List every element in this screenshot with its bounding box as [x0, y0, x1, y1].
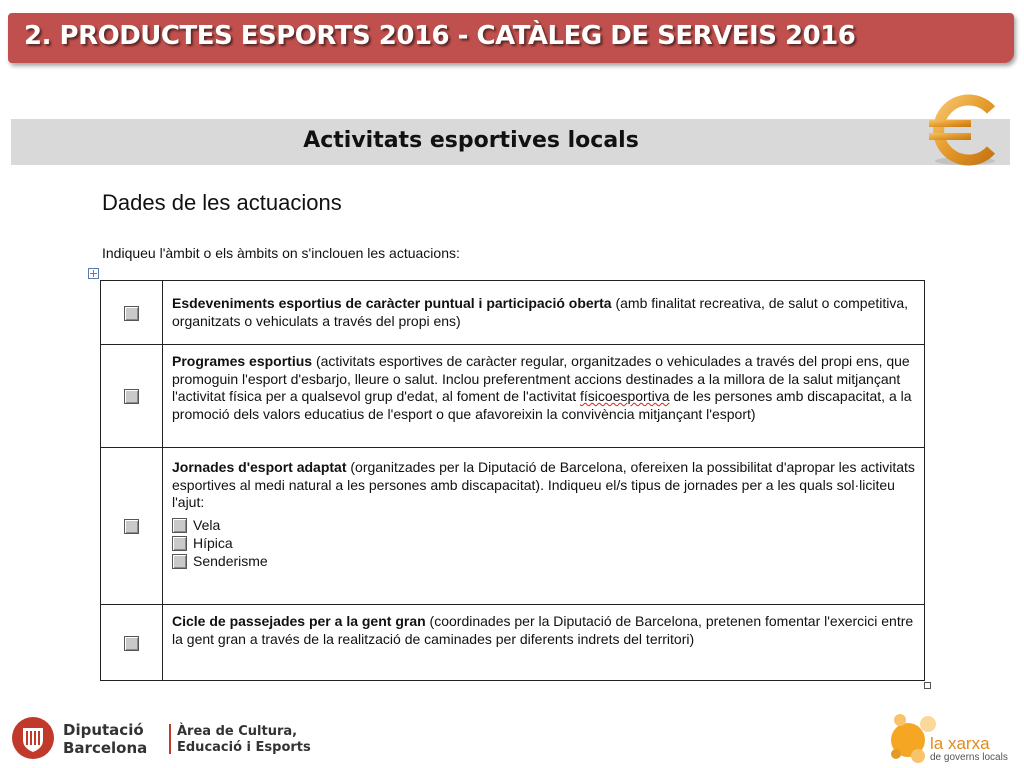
xarxa-wordmark: la xarxa	[930, 734, 990, 753]
table-row	[101, 448, 925, 605]
description-cell	[163, 281, 925, 345]
row-description-end: de les persones amb discapacitat, a la promoció dels valors educatius de l'esport o que afavoreixin la convivència mitjançant l'esport)	[172, 388, 912, 422]
option-senderisme	[172, 553, 916, 571]
document-heading: Dades de les actuacions	[102, 190, 342, 215]
row-description: (coordinades per la Diputació de Barcelona, pretenen fomentar l'exercici entre la gent gran a través de la realització de caminades per diferents indrets del territori)	[172, 613, 914, 647]
checkbox-programes[interactable]	[124, 389, 139, 404]
xarxa-logo	[888, 710, 1018, 766]
checkbox-senderisme[interactable]	[172, 554, 187, 569]
euro-icon	[925, 88, 1005, 168]
document-intro: Indiqueu l'àmbit o els àmbits on s'inclouen les actuacions:	[102, 245, 460, 261]
option-vela	[172, 517, 916, 535]
area-line1: Àrea de Cultura,	[177, 724, 298, 739]
checkbox-cicle[interactable]	[124, 636, 139, 651]
table-row	[101, 281, 925, 345]
row-title: Programes esportius	[172, 353, 313, 369]
row-description: (amb finalitat recreativa, de salut o competitiva, organitzats o vehiculats a través del propi ens)	[172, 295, 909, 329]
option-hipica	[172, 535, 916, 553]
description-cell	[163, 605, 925, 681]
description-cell	[163, 448, 925, 605]
row-title: Cicle de passejades per a la gent gran	[172, 613, 426, 629]
table-row	[101, 345, 925, 448]
description-cell	[163, 345, 925, 448]
row-title: Esdeveniments esportius de caràcter puntual i participació oberta	[172, 295, 612, 311]
row-title: Jornades d'esport adaptat	[172, 459, 347, 475]
diputacio-logo	[11, 714, 311, 762]
page-title: 2. PRODUCTES ESPORTS 2016 - CATÀLEG DE SERVEIS 2016	[24, 21, 856, 51]
checkbox-cell	[101, 605, 163, 681]
diputacio-wordmark	[63, 721, 147, 757]
checkbox-esdeveniments[interactable]	[124, 306, 139, 321]
jornades-options	[172, 517, 916, 571]
activities-table	[100, 280, 925, 681]
checkbox-vela[interactable]	[172, 518, 187, 533]
option-label: Senderisme	[193, 552, 268, 569]
checkbox-cell	[101, 281, 163, 345]
diputacio-line2: Barcelona	[63, 739, 148, 757]
option-label: Hípica	[193, 534, 233, 551]
checkbox-jornades[interactable]	[124, 519, 139, 534]
checkbox-cell	[101, 448, 163, 605]
logo-divider	[169, 724, 171, 754]
option-label: Vela	[193, 516, 221, 533]
area-wordmark	[177, 724, 311, 756]
xarxa-subtitle: de governs locals	[930, 752, 1008, 763]
table-resize-handle[interactable]	[924, 682, 931, 689]
table-move-icon[interactable]	[88, 268, 99, 279]
section-subtitle: Activitats esportives locals	[303, 128, 639, 153]
spellcheck-word: físicoesportiva	[580, 388, 670, 404]
checkbox-hipica[interactable]	[172, 536, 187, 551]
subtitle-band	[11, 119, 1010, 165]
row-description: (organitzades per la Diputació de Barcelona, ofereixen la possibilitat d'apropar les activitats esportives al medi natural a les persones amb discapacitat). Indiqueu el/s tipus de jornades per a les quals sol·liciteu l'ajut:	[172, 459, 915, 510]
area-line2: Educació i Esports	[177, 740, 311, 755]
title-bar	[8, 13, 1014, 63]
row-description: (activitats esportives de caràcter regular, organitzades o vehiculades a través del propi ens, que promoguin l'esport d'esbarjo, lleure o salut. Inclou preferentment accions destinades a la millora de la salut mitjançant l'activitat física per a qualsevol grup d'edat, al foment de l'activitat	[172, 353, 910, 404]
diputacio-emblem-icon	[11, 716, 55, 760]
diputacio-line1: Diputació	[63, 721, 144, 739]
table-row	[101, 605, 925, 681]
checkbox-cell	[101, 345, 163, 448]
